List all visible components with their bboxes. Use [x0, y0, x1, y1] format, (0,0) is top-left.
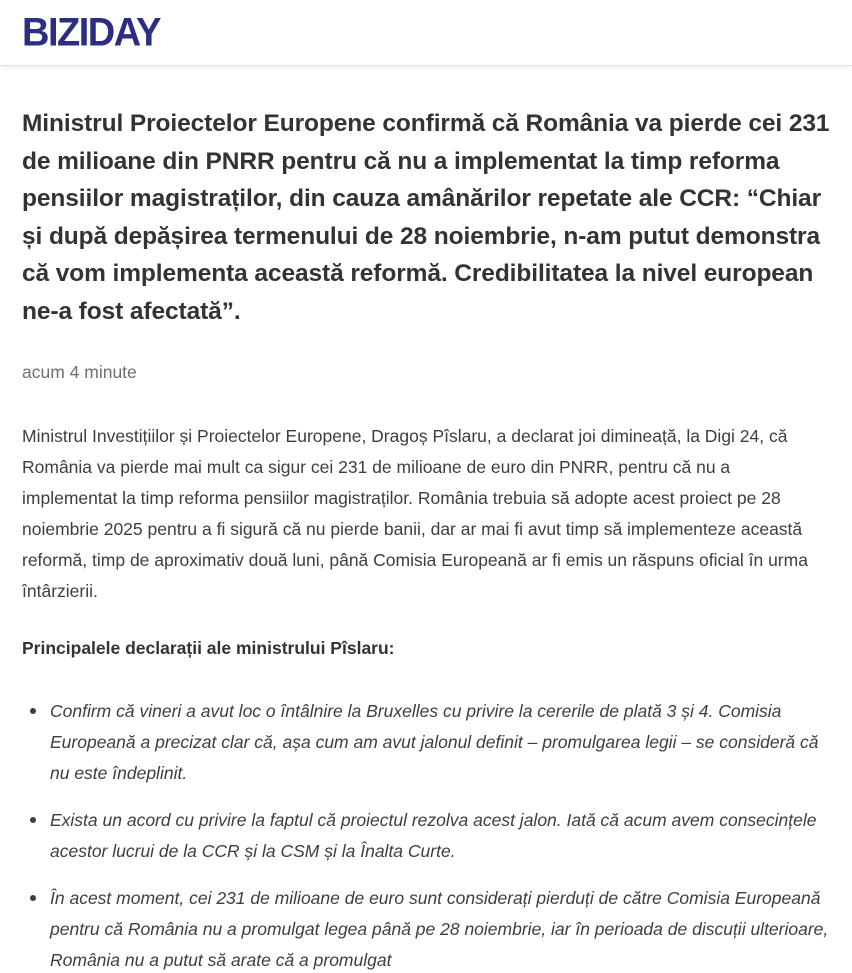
bullet-item-text: În acest moment, cei 231 de milioane de euro sunt considerați pierduți de către Comisia Europeană pentru că România nu a promulgat legea până pe 28 noiembrie, iar în perioada de discuții ulterioare, România nu a putut să arate că a promulgat [50, 888, 829, 971]
bullet-dot-icon [30, 895, 36, 901]
bullet-item [50, 805, 830, 867]
bullet-item-text: Confirm că vineri a avut loc o întâlnire la Bruxelles cu privire la cererile de plată 3 și 4. Comisia Europeană a precizat clar că, așa cum am avut jalonul definit – promulgarea legii – se consideră că nu este îndeplinit. [50, 701, 819, 784]
bullet-item-text: Exista un acord cu privire la faptul că proiectul rezolva acest jalon. Iată că acum avem consecințele acestor lucrui de la CCR și la CSM și la Înalta Curte. [50, 810, 817, 862]
article-subheading: Principalele declarații ale ministrului Pîslaru: [22, 637, 395, 658]
article-bullet-list [22, 696, 830, 973]
bullet-dot-icon [30, 708, 36, 714]
bullet-dot-icon [30, 817, 36, 823]
site-logo[interactable]: BIZIDAY [22, 10, 161, 55]
article-lead-paragraph: Ministrul Investițiilor și Proiectelor Europene, Dragoș Pîslaru, a declarat joi dimineață, la Digi 24, că România va pierde mai mult ca sigur cei 231 de milioane de euro din PNRR, pentru că nu a implementat la timp reforma pensiilor magistraților. România trebuia să adopte acest proiect pe 28 noiembrie 2025 pentru a fi sigură că nu pierde banii, dar ar mai fi avut timp să implementeze această reformă, timp de aproximativ două luni, până Comisia Europeană ar fi emis un răspuns oficial în urma întârzierii. [22, 425, 808, 601]
bullet-item [50, 696, 830, 789]
article [0, 105, 852, 973]
bullet-item [50, 883, 830, 973]
article-timestamp: acum 4 minute [22, 362, 137, 382]
site-header [0, 0, 852, 66]
article-title: Ministrul Proiectelor Europene confirmă că România va pierde cei 231 de milioane din PNRR pentru că nu a implementat la timp reforma pensiilor magistraților, din cauza amânărilor repetate ale CCR: “Chiar și după depășirea termenului de 28 noiembrie, n-am putut demonstra că vom implementa această reformă. Credibilitatea la nivel european ne-a fost afectată”. [22, 110, 830, 325]
